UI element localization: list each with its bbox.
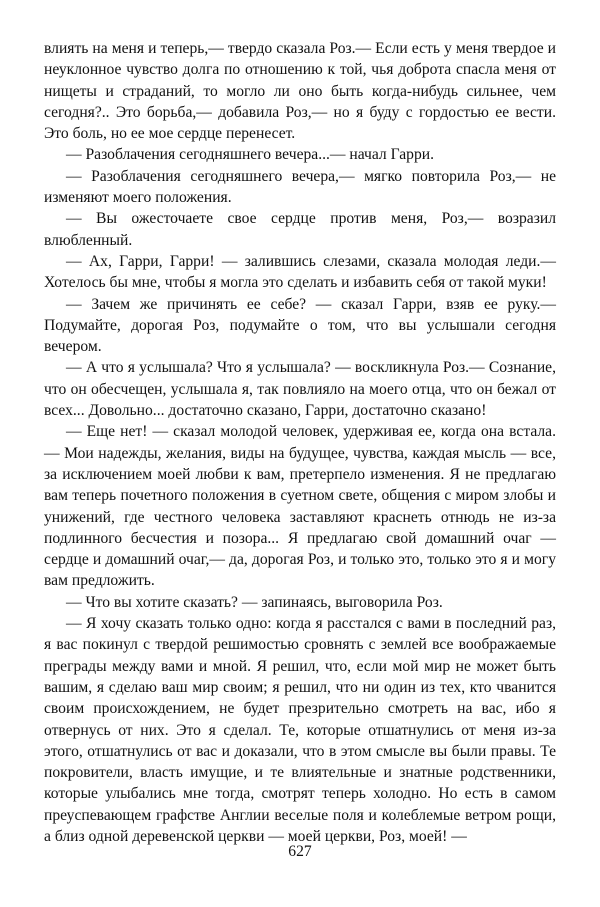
paragraph-rose-heard: — А что я услышала? Что я услышала? — воскликнула Роз.— Сознание, что он обесчещен, услышала я, так повлияло на моего отца, что он бежал от всех... Довольно... достаточно сказано, Гарри, достаточно сказано! (44, 359, 556, 420)
paragraph-rose-question: — Что вы хотите сказать? — запинаясь, выговорила Роз. (66, 593, 443, 611)
paragraph-rose-tears: — Ах, Гарри, Гарри! — залившись слезами, сказала молодая леди.— Хотелось бы мне, чтобы я могла это сделать и избавить себя от такой муки! (44, 252, 556, 292)
paragraph-continuation: влиять на меня и теперь,— твердо сказала Роз.— Если есть у меня твердое и неуклонное чувство долга по отношению к той, чья доброта спасла меня от нищеты и страданий, то могло ли оно быть когда-нибудь сильнее, чем сегодня?.. Это борьба,— добавила Роз,— но я буду с гордостью ее вести. Это боль, но ее мое сердце перенесет. (44, 40, 556, 143)
page-number: 627 (288, 843, 312, 860)
paragraph-harry-not-yet: — Еще нет! — сказал молодой человек, удерживая ее, когда она встала.— Мои надежды, желания, виды на будущее, чувства, каждая мысль — все, за исключением моей любви к вам, претерпело изменения. Я не предлагаю вам теперь почетного положения в суетном свете, общения с миром злобы и унижений, где честного человека заставляют краснеть отнюдь не из-за подлинного бесчестия и позора... Я предлагаю свой домашний очаг — сердце и домашний очаг,— да, дорогая Роз, и только это, только это я и могу вам предложить. (44, 423, 556, 590)
paragraph-harry-explains: — Я хочу сказать только одно: когда я расстался с вами в последний раз, я вас покинул с твердой решимостью сровнять с землей все воображаемые преграды между вами и мной. Я решил, что, если мой мир не может быть вашим, я сделаю ваш мир своим; я решил, что ни один из тех, кто чванится своим происхождением, не будет презрительно смотреть на вас, ибо я отвернусь от них. Это я сделал. Те, которые отшатнулись от меня из-за этого, отшатнулись от вас и доказали, что в этом смысле вы были правы. Те покровители, власть имущие, и те влиятельные и знатные родственники, которые улыбались мне тогда, смотрят теперь холодно. Но есть в самом преуспевающем графстве Англии веселые поля и колеблемые ветром рощи, а близ одной деревенской церкви — моей церкви, Роз, моей! — (44, 615, 556, 845)
paragraph-rose-repeats: — Разоблачения сегодняшнего вечера,— мягко повторила Роз,— не изменяют моего положения. (44, 167, 556, 207)
paragraph-harry-revelations: — Разоблачения сегодняшнего вечера...— начал Гарри. (66, 146, 434, 164)
paragraph-harry-hardens: — Вы ожесточаете свое сердце против меня, Роз,— возразил влюбленный. (44, 210, 556, 249)
paragraph-harry-why: — Зачем же причинять ее себе? — сказал Гарри, взяв ее руку.— Подумайте, дорогая Роз, подумайте о том, что вы услышали сегодня вечером. (44, 295, 556, 356)
page-body (44, 38, 556, 847)
